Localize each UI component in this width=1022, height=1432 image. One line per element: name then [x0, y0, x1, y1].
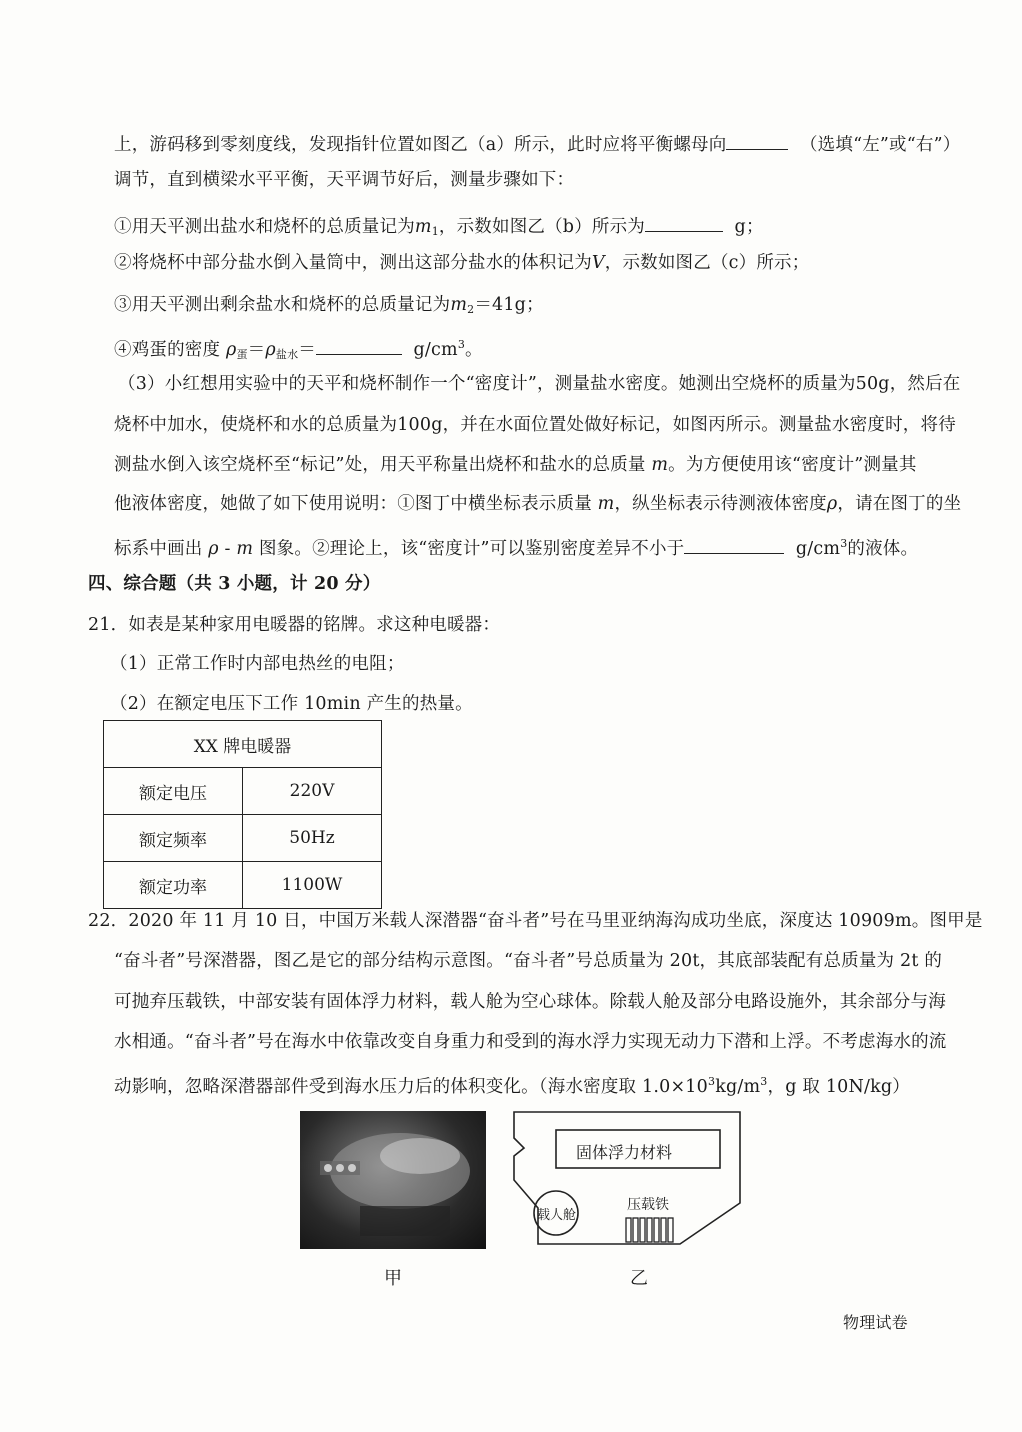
question-line: 21．如表是某种家用电暖器的铭牌。求这种电暖器： [88, 615, 501, 635]
table-cell-label: 额定频率 [104, 815, 243, 862]
nameplate-table [103, 720, 382, 909]
float-material-label: 固体浮力材料 [576, 1143, 673, 1162]
table-cell-value: 1100W [243, 862, 382, 909]
question-line: 22．2020 年 11 月 10 日，中国万米载人深潜器“奋斗者”号在马里亚纳海沟成功坐底，深度达 10909m。图甲是 [88, 911, 983, 931]
question-line: ③用天平测出剩余盐水和烧杯的总质量记为$m_2=41g$； [114, 295, 544, 316]
question-line: ②将烧杯中部分盐水倒入量筒中，测出这部分盐水的体积记为V，示数如图乙（c）所示； [114, 253, 810, 273]
ballast-iron [626, 1218, 673, 1242]
table-row [104, 768, 382, 815]
question-line: ①用天平测出盐水和烧杯的总质量记为$m_1$，示数如图乙（b）所示为 g； [114, 213, 764, 244]
cabin-label: 载人舱 [537, 1208, 577, 1223]
table-cell-value: 50Hz [243, 815, 382, 862]
answer-blank[interactable] [316, 336, 402, 355]
question-line: ④鸡蛋的密度 $\rho_蛋=\rho_{盐水}= g/cm^3$。 [114, 338, 483, 361]
figure-label-yi: 乙 [630, 1268, 648, 1289]
answer-blank[interactable] [645, 213, 723, 232]
question-line: （1）正常工作时内部电热丝的电阻； [110, 654, 405, 674]
table-cell-label: 额定电压 [104, 768, 243, 815]
question-line: （2）在额定电压下工作 10min 产生的热量。 [110, 694, 473, 714]
question-line: 动影响，忽略深潜器部件受到海水压力后的体积变化。（海水密度取 $1.0\times 10^3kg/m^3$，g 取 10N/kg） [114, 1075, 911, 1097]
page-footer: 物理试卷 [843, 1313, 908, 1332]
answer-blank[interactable] [684, 535, 784, 554]
question-line: 烧杯中加水，使烧杯和水的总质量为100g，并在水面位置处做好标记，如图丙所示。测量盐水密度时，将待 [114, 415, 956, 435]
ballast-label: 压载铁 [627, 1197, 669, 1213]
question-line: 调节，直到横梁水平平衡，天平调节好后，测量步骤如下： [114, 170, 575, 190]
table-cell-label: 额定功率 [104, 862, 243, 909]
table-title: XX 牌电暖器 [104, 721, 382, 768]
figure-label-jia: 甲 [384, 1268, 402, 1289]
table-row [104, 862, 382, 909]
table-row [104, 815, 382, 862]
structure-diagram [500, 1108, 750, 1254]
question-line: 测盐水倒入该空烧杯至“标记”处，用天平称量出烧杯和盐水的总质量 m。为方便使用该“密度计”测量其 [114, 455, 917, 475]
section-heading: 四、综合题（共 3 小题，计 20 分） [88, 574, 381, 594]
question-line: 可抛弃压载铁，中部安装有固体浮力材料，载人舱为空心球体。除载人舱及部分电路设施外，其余部分与海 [114, 992, 946, 1012]
submersible-image-icon [300, 1111, 486, 1249]
question-line: 上，游码移到零刻度线，发现指针位置如图乙（a）所示，此时应将平衡螺母向 （选填“左”或“右”） [114, 131, 960, 157]
submersible-photo [300, 1111, 486, 1249]
question-line: 标系中画出 ρ - m 图象。②理论上，该“密度计”可以鉴别密度差异不小于 $g/cm^3$的液体。 [114, 537, 919, 559]
table-cell-value: 220V [243, 768, 382, 815]
question-line: 他液体密度，她做了如下使用说明：①图丁中横坐标表示质量 m，纵坐标表示待测液体密度ρ，请在图丁的坐 [114, 494, 962, 514]
question-line: （3）小红想用实验中的天平和烧杯制作一个“密度计”，测量盐水密度。她测出空烧杯的质量为50g，然后在 [118, 374, 961, 394]
answer-blank[interactable] [726, 131, 788, 150]
question-line: 水相通。“奋斗者”号在海水中依靠改变自身重力和受到的海水浮力实现无动力下潜和上浮。不考虑海水的流 [114, 1032, 947, 1052]
question-line: “奋斗者”号深潜器，图乙是它的部分结构示意图。“奋斗者”号总质量为 20t，其底部装配有总质量为 2t 的 [114, 951, 943, 971]
